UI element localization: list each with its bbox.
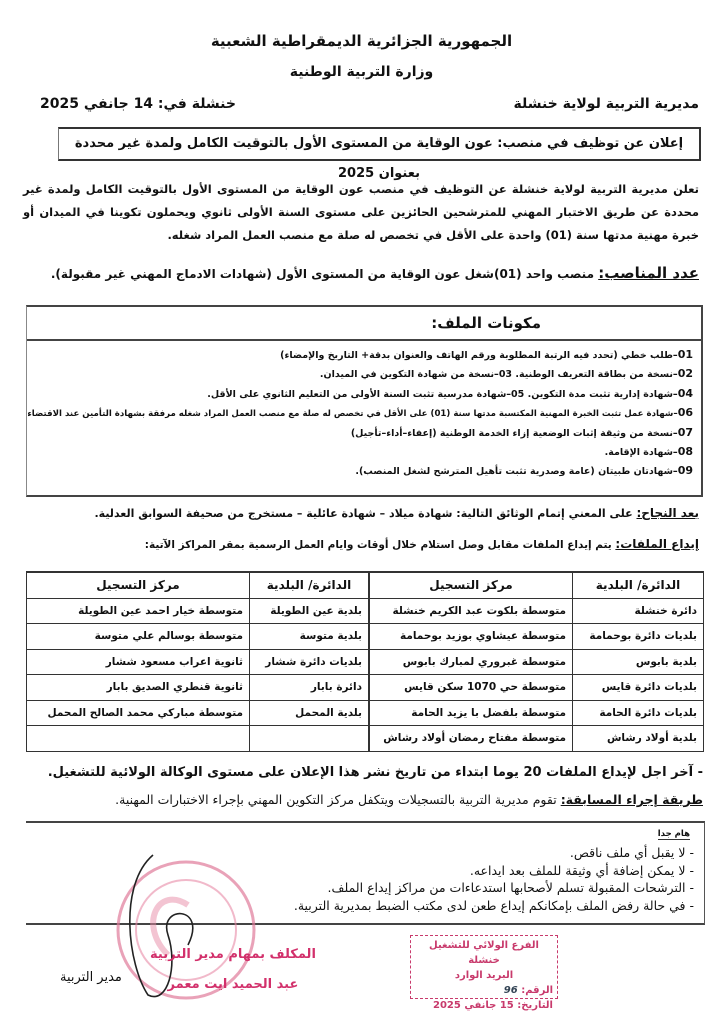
col-header-municipality: الدائرة/ البلدية — [250, 572, 370, 598]
municipality-cell: بلديات دائرة الحامة — [573, 700, 704, 726]
dossier-list — [27, 341, 701, 481]
municipality-cell — [250, 726, 370, 752]
stamp-office: الفرع الولائي للتشغيل خنشلة — [429, 940, 539, 966]
dossier-item: 04–شهادة إدارية تثبت مدة التكوين. 05–شهادة مدرسية تثبت السنة الأولى من التعليم الثانوي على الأقل. — [207, 386, 693, 400]
deposit-label: إيداع الملفات: — [615, 537, 699, 551]
municipality-cell: بلديات دائرة بوحمامة — [573, 624, 704, 650]
municipality-cell: بلدية عين الطويلة — [250, 598, 370, 624]
important-item: - لا يمكن إضافة أي وثيقة للملف بعد ايداعه. — [469, 862, 694, 878]
registration-center-cell: متوسطة بوسالم علي متوسة — [27, 624, 250, 650]
dossier-item: 08–شهادة الإقامة. — [604, 444, 693, 458]
municipality-cell: دائرة خنشلة — [573, 598, 704, 624]
stamp-number: الرقم: 96 — [503, 985, 553, 996]
posts-label: عدد المناصب: — [598, 264, 699, 282]
deposit-text: يتم إيداع الملفات مقابل وصل استلام خلال أوقات وايام العمل الرسمية بمقر المراكز الآتية: — [144, 539, 612, 551]
col-header-center: مركز التسجيل — [27, 572, 250, 598]
dossier-item: 02–نسخة من بطاقة التعريف الوطنية. 03–نسخة من شهادة التكوين في الميدان. — [319, 367, 693, 381]
place-date: خنشلة في: 14 جانفي 2025 — [40, 96, 236, 112]
registration-center-cell: متوسطة مفتاح رمضان أولاد رشاش — [369, 726, 573, 752]
registration-center-cell: متوسطة خيار احمد عين الطويلة — [27, 598, 250, 624]
method-label: طريقة إجراء المسابقة: — [560, 792, 703, 807]
table-row — [27, 598, 704, 624]
announcement-title: إعلان عن توظيف في منصب: عون الوقاية من المستوى الأول بالتوقيت الكامل ولمدة غير محددة بعنوان 2025 — [58, 127, 701, 161]
method-text: تقوم مديرية التربية بالتسجيلات ويتكفل مركز التكوين المهني بإجراء الاختبارات المهنية. — [115, 792, 557, 807]
municipality-cell: بلديات دائرة قايس — [573, 675, 704, 701]
intro-paragraph — [23, 178, 699, 247]
municipality-cell: بلدية متوسة — [250, 624, 370, 650]
after-success — [94, 506, 699, 520]
registration-center-cell — [27, 726, 250, 752]
important-title: هام جدا — [657, 829, 690, 839]
deadline-note: - آخر اجل لإيداع الملفات 20 يوما ابتداء من تاريخ نشر هذا الإعلان على مستوى الوكالة الولائية للتشغيل. — [47, 765, 703, 780]
registration-center-cell: متوسطة مباركي محمد الصالح المحمل — [27, 700, 250, 726]
dossier-item: 07–نسخة من وثيقة إثبات الوضعية إزاء الخدمة الوطنية (إعفاء–أداء–تأجيل) — [350, 425, 693, 439]
ministry-title: وزارة التربية الوطنية — [289, 64, 434, 80]
important-item: - لا يقبل أي ملف ناقص. — [569, 845, 694, 860]
signature-block — [150, 940, 316, 1000]
intro-text: تعلن مديرية التربية لولاية خنشلة عن التوظيف في منصب عون الوقاية من المستوى الأول بالتوقيت الكامل ولمدة غير محددة عن طريق الاختبار المهني للمترشحين الحائزين على مستوى السنة الأولى ثانوي ويحملون تكوينا في الميدان أو خبرة مهنية مدتها سنة (01) واحدة على الأقل في تخصص له صلة مع منصب العمل المراد شغله. — [23, 182, 699, 242]
table-row — [27, 649, 704, 675]
stamp-mail: البريد الوارد — [454, 970, 514, 981]
important-item: - في حالة رفض الملف بإمكانكم إيداع طعن لدى مكتب الضبط بمديرية التربية. — [293, 897, 694, 913]
registration-center-cell: متوسطة عيشاوي بوزيد بوحمامة — [369, 624, 573, 650]
directorate-name: مديرية التربية لولاية خنشلة — [513, 96, 699, 112]
col-header-municipality: الدائرة/ البلدية — [573, 572, 704, 598]
receipt-stamp — [410, 935, 558, 1011]
registration-center-cell: متوسطة بلفضل با يزيد الحامة — [369, 700, 573, 726]
dossier-item: 09–شهادتان طبيتان (عامة وصدرية تثبت تأهيل المترشح لشغل المنصب). — [355, 464, 693, 478]
signer-role: المكلف بمهام مدير التربية — [150, 947, 316, 962]
dossier-item: 06–شهادة عمل تثبت الخبرة المهنية المكتسبة مدتها سنة (01) على الأقل في تخصص له صلة مع منصب العمل المراد شغله مرفقة بشهادة التأمين عند الاقتضاء — [27, 406, 693, 420]
dossier-title: مكونات الملف: — [27, 307, 701, 341]
municipality-cell: دائرة بابار — [250, 675, 370, 701]
stamp-date: التاريخ: 15 جانفي 2025 — [433, 1000, 553, 1011]
after-success-text: على المعني إتمام الوثائق التالية: شهادة ميلاد – شهادة عائلية – مستخرج من صحيفة السوابق العدلية. — [94, 507, 633, 520]
posts-line — [51, 264, 699, 282]
competition-method — [115, 792, 703, 807]
after-success-label: بعد النجاح: — [636, 506, 699, 520]
registration-center-cell: متوسطة بلكوت عبد الكريم خنشلة — [369, 598, 573, 624]
director-title: مدير التربية — [60, 970, 122, 985]
registration-centers-table — [26, 571, 704, 752]
municipality-cell: بلدية أولاد رشاش — [573, 726, 704, 752]
posts-text: منصب واحد (01)شغل عون الوقاية من المستوى الأول (شهادات الادماج المهني غير مقبولة). — [50, 267, 595, 281]
important-item: - الترشحات المقبولة تسلم لأصحابها استدعاءات من مراكز إيداع الملف. — [327, 880, 694, 895]
dossier-item: 01–طلب خطي (تحدد فيه الرتبة المطلوبة ورقم الهاتف والعنوان بدقة+ التاريخ والإمضاء) — [280, 348, 693, 361]
deposit — [145, 537, 699, 551]
table-row — [27, 700, 704, 726]
table-row — [27, 624, 704, 650]
signer-name: عبد الحميد ايت معمر — [167, 977, 299, 992]
registration-center-cell: ثانوية قنطري الصديق بابار — [27, 675, 250, 701]
col-header-center: مركز التسجيل — [369, 572, 573, 598]
table-row — [27, 675, 704, 701]
municipality-cell: بلدية المحمل — [250, 700, 370, 726]
registration-center-cell: متوسطة غبروري لمبارك بابوس — [369, 649, 573, 675]
municipality-cell: بلديات دائرة ششار — [250, 649, 370, 675]
municipality-cell: بلدية بابوس — [573, 649, 704, 675]
registration-center-cell: متوسطة حي 1070 سكن قايس — [369, 675, 573, 701]
registration-center-cell: ثانوية اعراب مسعود ششار — [27, 649, 250, 675]
table-row — [27, 726, 704, 752]
republic-title: الجمهورية الجزائرية الديمقراطية الشعبية — [210, 32, 513, 50]
dossier-box — [26, 305, 703, 497]
table-header-row — [27, 572, 704, 598]
